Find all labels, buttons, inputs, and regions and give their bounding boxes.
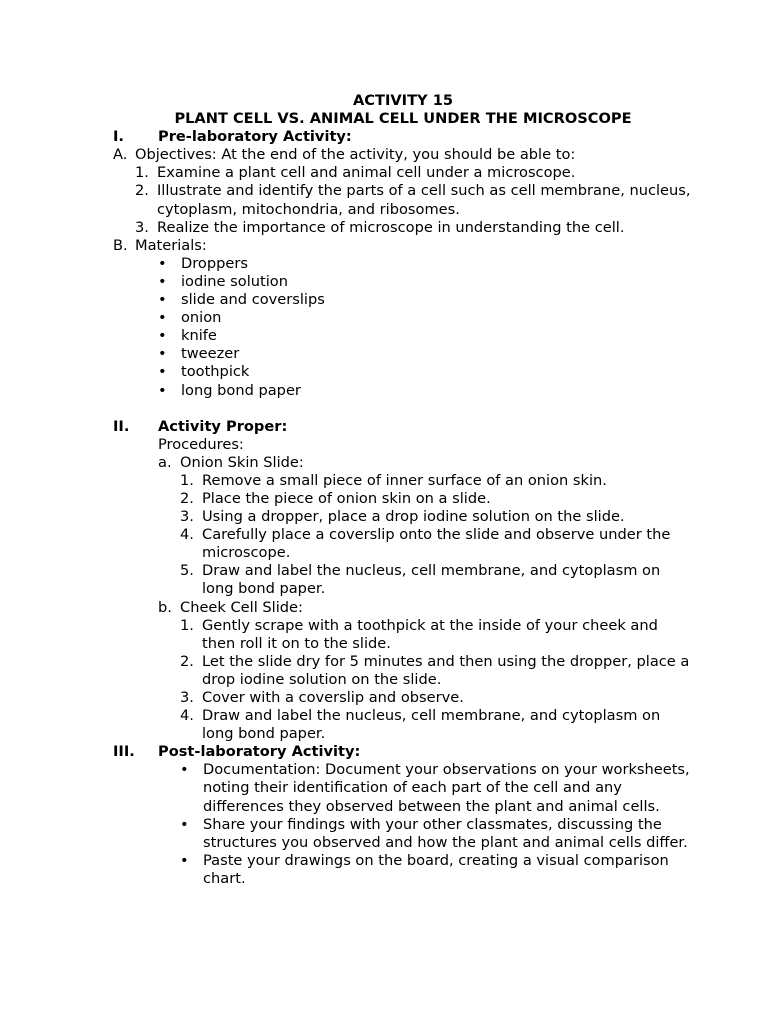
bullet-icon: • bbox=[180, 815, 189, 833]
list-marker: A. bbox=[113, 146, 128, 164]
bullet-icon: • bbox=[158, 272, 167, 290]
objectives-list bbox=[135, 164, 693, 236]
list-item-text: Using a dropper, place a drop iodine solution on the slide. bbox=[202, 508, 625, 526]
list-item-text: Illustrate and identify the parts of a cell such as cell membrane, nucleus, cytoplasm, mitochondria, and ribosomes. bbox=[157, 182, 691, 218]
section-title: Post-laboratory Activity: bbox=[158, 743, 361, 761]
list-item-text: long bond paper bbox=[181, 381, 301, 399]
list-marker: 1. bbox=[180, 471, 194, 489]
list-item-text: Examine a plant cell and animal cell under a microscope. bbox=[157, 164, 576, 182]
list-item-text: Share your findings with your other classmates, discussing the structures you observed and how the plant and animal cells differ. bbox=[203, 815, 688, 851]
list-item-text: Gently scrape with a toothpick at the inside of your cheek and then roll it on to the slide. bbox=[202, 616, 658, 652]
onion-slide-heading bbox=[158, 454, 693, 472]
list-item bbox=[180, 490, 693, 508]
list-item-text: Carefully place a coverslip onto the slide and observe under the microscope. bbox=[202, 526, 671, 562]
activity-title: ACTIVITY 15 bbox=[352, 92, 454, 109]
post-lab-list bbox=[180, 761, 693, 888]
document-body bbox=[113, 92, 693, 888]
list-item-text: toothpick bbox=[181, 363, 250, 381]
list-item bbox=[180, 472, 693, 490]
procedures-label: Procedures: bbox=[158, 435, 244, 453]
list-item bbox=[158, 327, 693, 345]
bullet-icon: • bbox=[158, 291, 167, 309]
list-marker: 4. bbox=[180, 707, 194, 725]
list-item-text: Paste your drawings on the board, creating a visual comparison chart. bbox=[203, 851, 669, 887]
list-item-text: Cover with a coverslip and observe. bbox=[202, 689, 464, 706]
list-marker: 4. bbox=[180, 526, 194, 544]
section-title: Pre-laboratory Activity: bbox=[158, 128, 352, 146]
bullet-icon: • bbox=[158, 327, 167, 345]
list-item-text: Draw and label the nucleus, cell membrane, and cytoplasm on long bond paper. bbox=[202, 562, 661, 598]
list-item-text: Droppers bbox=[181, 254, 248, 272]
bullet-icon: • bbox=[180, 851, 189, 869]
list-item bbox=[158, 273, 693, 291]
bullet-icon: • bbox=[158, 381, 167, 399]
materials-list bbox=[158, 255, 693, 400]
list-item bbox=[135, 182, 693, 218]
section-title: Activity Proper: bbox=[158, 417, 288, 435]
list-item-text: Remove a small piece of inner surface of an onion skin. bbox=[202, 471, 607, 489]
section-numeral: II. bbox=[113, 417, 130, 435]
list-item-text: slide and coverslips bbox=[181, 291, 325, 309]
list-item-text: Let the slide dry for 5 minutes and then using the dropper, place a drop iodine solution on the slide. bbox=[202, 652, 690, 688]
list-item bbox=[180, 562, 693, 598]
materials-heading bbox=[113, 237, 693, 255]
list-marker: 3. bbox=[180, 508, 194, 526]
list-item bbox=[180, 617, 693, 653]
list-item bbox=[180, 852, 693, 888]
list-item-text: Realize the importance of microscope in understanding the cell. bbox=[157, 218, 625, 236]
list-marker: 5. bbox=[180, 562, 194, 580]
cheek-slide-heading bbox=[158, 599, 693, 617]
list-marker: 2. bbox=[180, 489, 194, 507]
list-item bbox=[158, 363, 693, 381]
list-item bbox=[158, 382, 693, 400]
list-item bbox=[180, 508, 693, 526]
list-item bbox=[180, 707, 693, 743]
list-marker: 1. bbox=[135, 164, 149, 182]
section-heading-post-lab bbox=[113, 743, 693, 761]
bullet-icon: • bbox=[158, 345, 167, 363]
list-item-text: Draw and label the nucleus, cell membrane, and cytoplasm on long bond paper. bbox=[202, 707, 661, 743]
activity-subtitle: PLANT CELL VS. ANIMAL CELL UNDER THE MICROSCOPE bbox=[174, 110, 632, 128]
list-item bbox=[135, 164, 693, 182]
materials-label: Materials: bbox=[135, 236, 207, 254]
cheek-slide-label: Cheek Cell Slide: bbox=[180, 598, 303, 616]
bullet-icon: • bbox=[158, 363, 167, 381]
list-item-text: tweezer bbox=[181, 345, 240, 363]
list-item-text: onion bbox=[181, 309, 222, 327]
list-item bbox=[180, 526, 693, 562]
spacer bbox=[113, 400, 693, 418]
section-heading-pre-lab bbox=[113, 128, 693, 146]
list-item bbox=[135, 219, 693, 237]
cheek-steps-list bbox=[180, 617, 693, 744]
bullet-icon: • bbox=[158, 309, 167, 327]
list-item-text: knife bbox=[181, 327, 217, 345]
list-marker: 3. bbox=[135, 218, 149, 236]
onion-steps-list bbox=[180, 472, 693, 599]
list-marker: a. bbox=[158, 453, 172, 471]
list-marker: B. bbox=[113, 236, 128, 254]
list-marker: 2. bbox=[180, 652, 194, 670]
list-item bbox=[180, 816, 693, 852]
list-item bbox=[180, 653, 693, 689]
onion-slide-label: Onion Skin Slide: bbox=[180, 453, 304, 471]
objectives-heading bbox=[113, 146, 693, 164]
list-item-text: iodine solution bbox=[181, 272, 288, 290]
list-item bbox=[180, 761, 693, 815]
bullet-icon: • bbox=[180, 761, 189, 779]
list-item-text: Place the piece of onion skin on a slide. bbox=[202, 489, 491, 507]
section-numeral: III. bbox=[113, 743, 135, 761]
list-item bbox=[158, 255, 693, 273]
list-marker: 2. bbox=[135, 182, 149, 200]
list-item bbox=[158, 309, 693, 327]
list-marker: 1. bbox=[180, 616, 194, 634]
bullet-icon: • bbox=[158, 254, 167, 272]
list-item bbox=[158, 345, 693, 363]
list-marker: 3. bbox=[180, 689, 194, 706]
section-heading-activity-proper bbox=[113, 418, 693, 436]
list-item bbox=[158, 291, 693, 309]
list-marker: b. bbox=[158, 598, 172, 616]
list-item bbox=[180, 689, 693, 707]
list-item-text: Documentation: Document your observations on your worksheets, noting their identification of each part of the cell and any differences they observed between the plant and animal cells. bbox=[203, 761, 690, 815]
objectives-label: Objectives: At the end of the activity, you should be able to: bbox=[135, 146, 576, 164]
section-numeral: I. bbox=[113, 128, 124, 146]
